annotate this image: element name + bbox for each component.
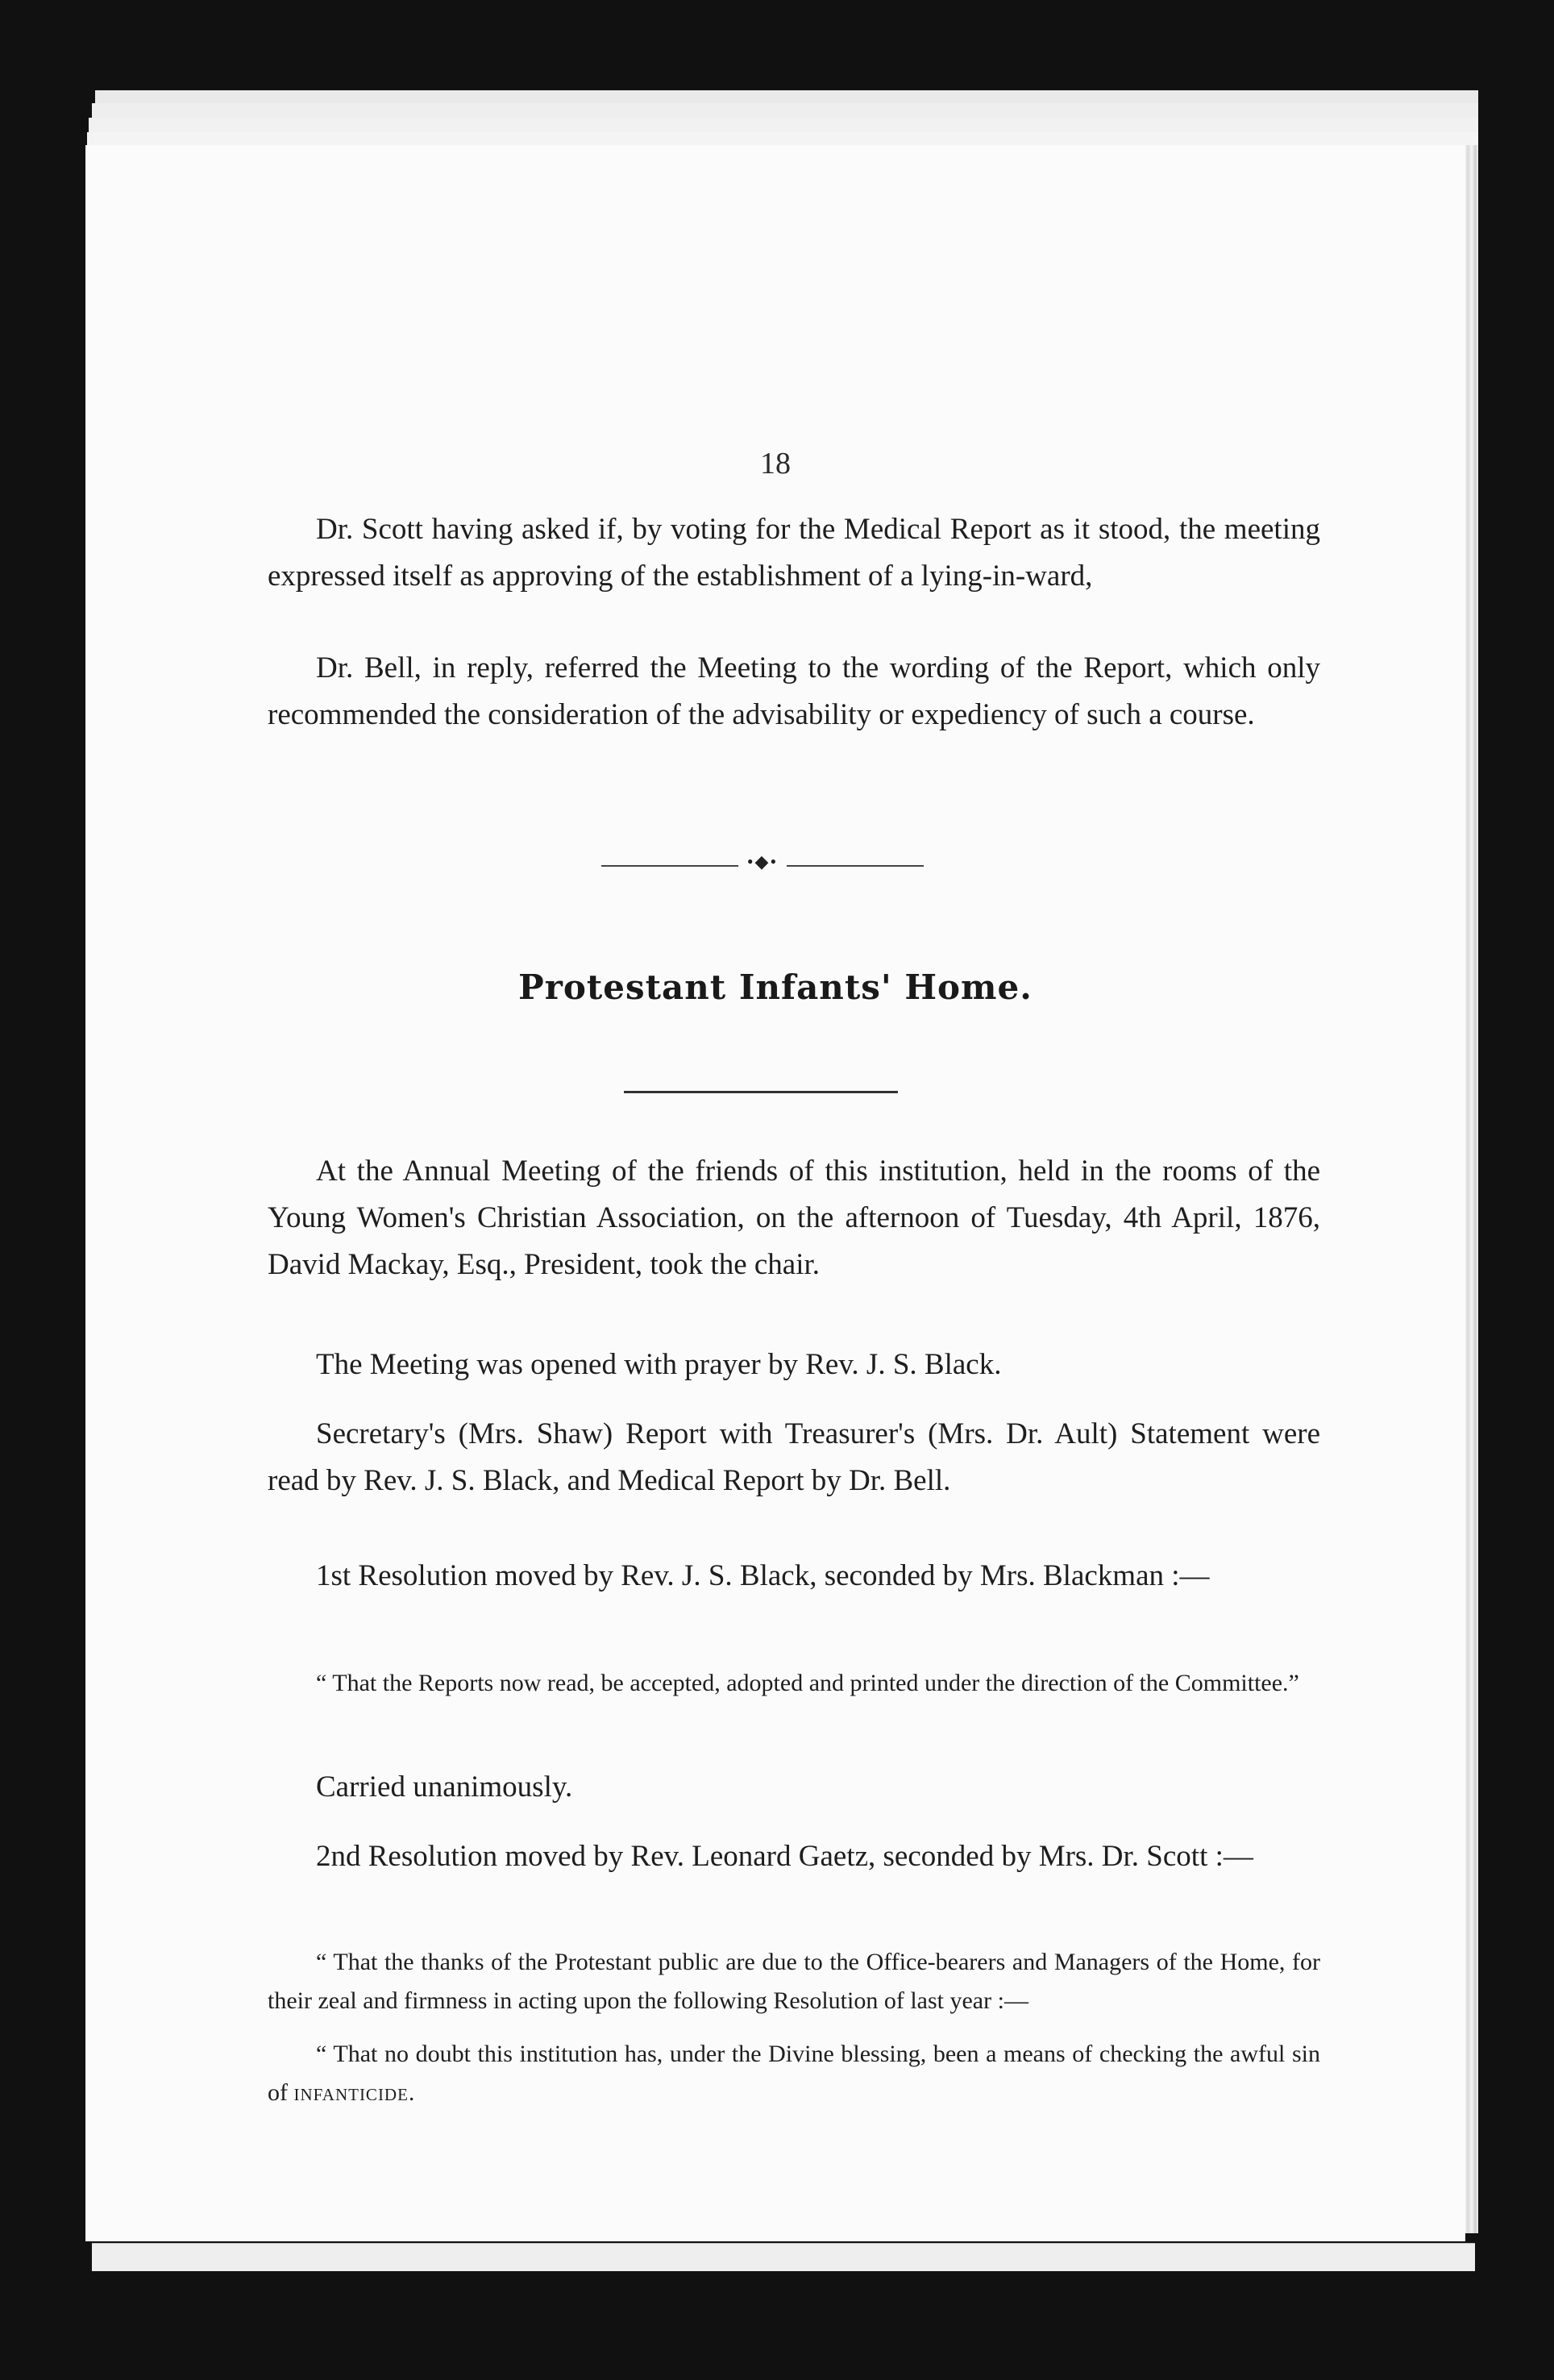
paragraph-dr-bell: Dr. Bell, in reply, referred the Meeting to the wording of the Report, which only recommended the consideration of the advisability or expediency of such a course. xyxy=(268,651,1320,731)
section-divider-ornament: •◆• xyxy=(601,859,924,872)
quote-second-resolution: “ That the thanks of the Protestant public are due to the Office-bearers and Managers of the Home, for their zeal and firmness in acting upon the following Resolution of last year :— xyxy=(268,1949,1320,2014)
page-number: 18 xyxy=(760,447,791,481)
section-heading: Protestant Infants' Home. xyxy=(518,967,1033,1007)
paragraph-annual-meeting: At the Annual Meeting of the friends of this institution, held in the rooms of the Young Women's Christian Association, on the afternoon of Tuesday, 4th April, 1876, David Mackay, Esq., President, took the chair. xyxy=(268,1155,1320,1281)
heading-rule xyxy=(624,1091,898,1093)
page-edge-right xyxy=(1464,145,1478,2233)
document-page xyxy=(85,145,1465,2241)
quote-last-year-text: “ That no doubt this institution has, under the Divine blessing, been a means of checking the awful sin of xyxy=(268,2041,1320,2106)
paragraph-reports-read: Secretary's (Mrs. Shaw) Report with Treasurer's (Mrs. Dr. Ault) Statement were read by Rev. J. S. Black, and Medical Report by Dr. Bell. xyxy=(268,1417,1320,1497)
paragraph-second-resolution: 2nd Resolution moved by Rev. Leonard Gaetz, seconded by Mrs. Dr. Scott :— xyxy=(316,1840,1253,1873)
paragraph-opening-prayer: The Meeting was opened with prayer by Rev. J. S. Black. xyxy=(316,1348,1002,1381)
paragraph-dr-scott: Dr. Scott having asked if, by voting for the Medical Report as it stood, the meeting expressed itself as approving of the establishment of a lying-in-ward, xyxy=(268,513,1320,593)
paragraph-first-resolution: 1st Resolution moved by Rev. J. S. Black, seconded by Mrs. Blackman :— xyxy=(316,1559,1210,1592)
page-edge-bottom xyxy=(92,2243,1475,2271)
quote-last-year-resolution xyxy=(268,2035,1320,2112)
emphasis-infanticide: infanticide. xyxy=(293,2079,416,2106)
quote-first-resolution: “ That the Reports now read, be accepted, adopted and printed under the direction of the Committee.” xyxy=(316,1670,1299,1696)
paragraph-carried: Carried unanimously. xyxy=(316,1770,573,1804)
